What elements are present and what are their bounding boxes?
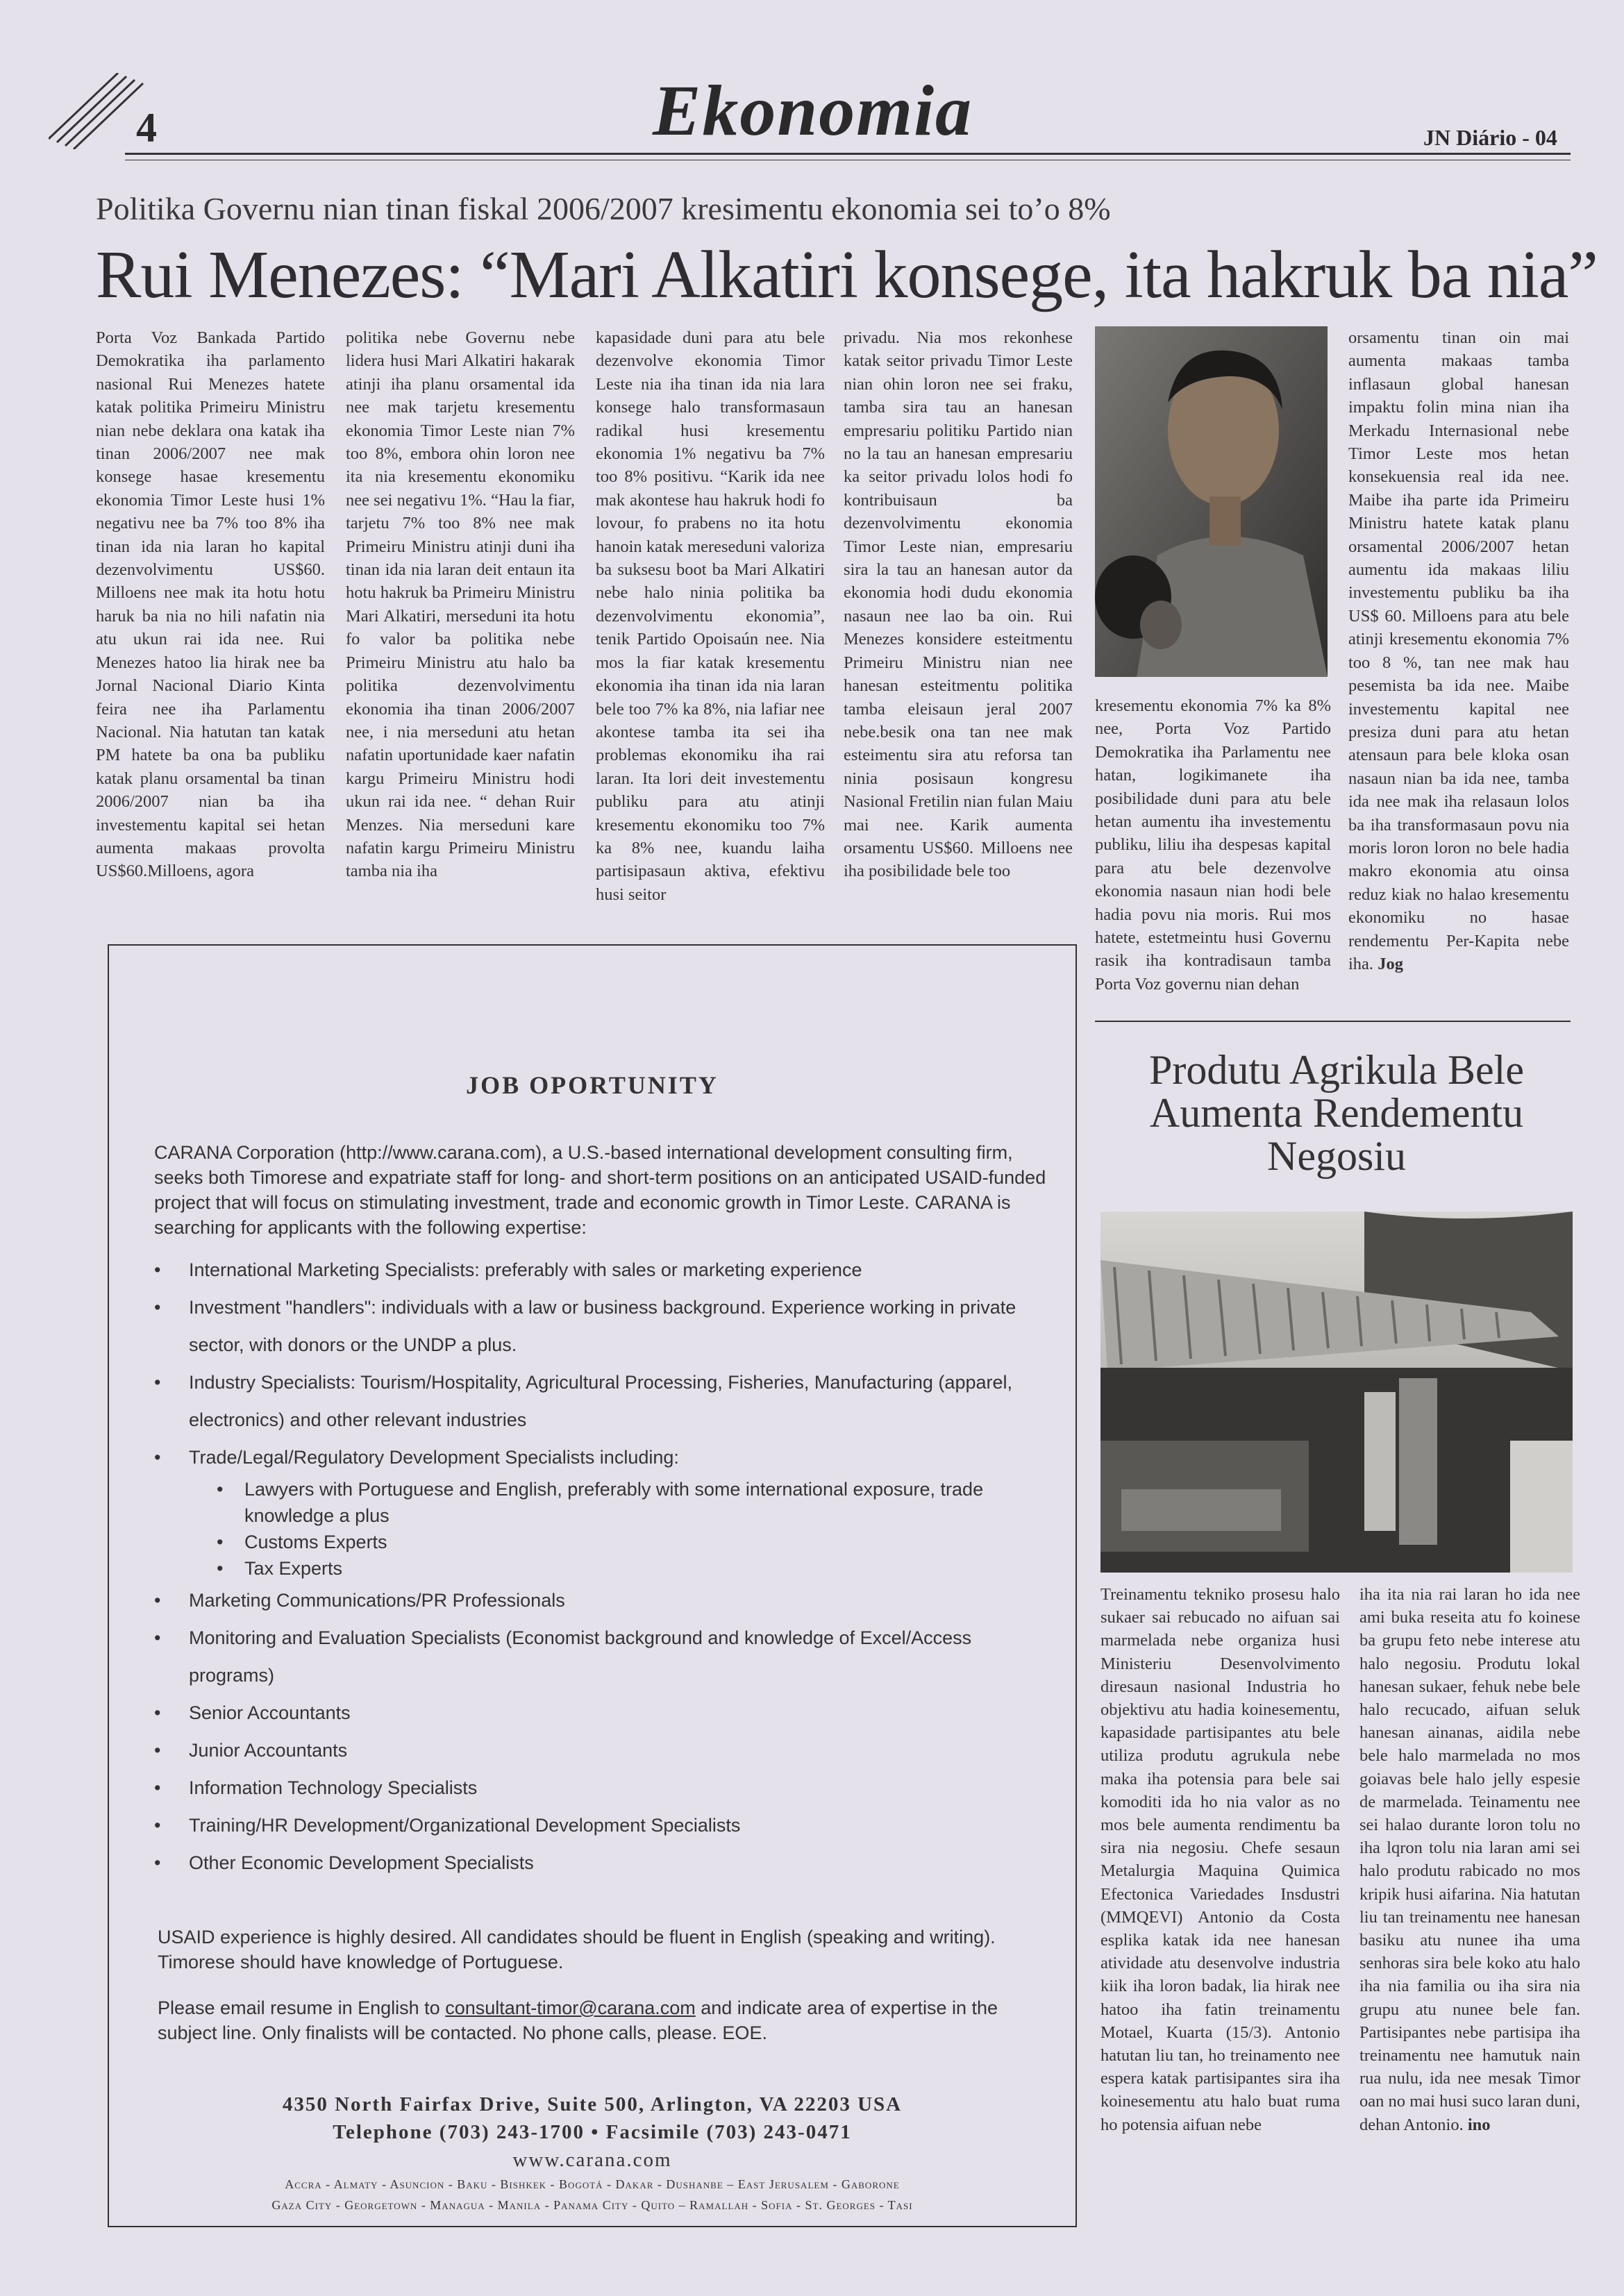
article-divider — [1095, 1021, 1571, 1022]
contact-website[interactable]: www.carana.com — [512, 2149, 672, 2171]
job-item: • Information Technology Specialists — [154, 1769, 1057, 1807]
office-cities-line-2: Gaza City - Georgetown - Managua - Manila - Panama City - Quito – Ramallah - Sofia - St. Georges - Tasi — [271, 2198, 913, 2212]
job-item: • Junior Accountants — [154, 1732, 1057, 1769]
article-column-6 — [1348, 326, 1569, 1021]
article-column-1: Porta Voz Bankada Partido Demokratika iha parlamento nasional Rui Menezes hatete katak politika Primeiru Ministru nian nebe deklara ona katak iha tinan 2006/2007 nee mak konsege hasae kresementu ekonomia Timor Leste husi 1% negativu nee ba 7% too 8% iha tinan ida nia laran ho kapital dezenvolvimentu US$60. Milloens nee mak ita hotu hotu haruk ba nia no hili nafatin nia atu ukun rai ida nee. Rui Menezes hatoo lia hirak nee ba Jornal Nacional Diario Kinta feira nee iha Parlamentu Nacional. Nia hatutan tan katak PM hatete ba ona ba publiku katak planu orsamental ba tinan 2006/2007 nian ba iha investementu kapital sei hetan aumenta makaas provolta US$60.Milloens, agora — [96, 328, 325, 881]
usaid-note: USAID experience is highly desired. All candidates should be fluent in English (speaking and writing). Timorese should have knowledge of Portuguese. — [158, 1927, 996, 1972]
article-column-6-text: orsamentu tinan oin mai aumenta makaas tamba inflasaun global hanesan impaktu folin mina nian iha Merkadu Internasional nebe Timor Leste mos hetan konsekuensia real ida nee. Maibe iha parte ida Primeiru Ministru hatete katak planu orsamental 2006/2007 hetan aumentu ida makaas liliu investementu publiku ba iha US$ 60. Milloens para atu bele atinji kresementu ekonomia 7% too 8 %, tan nee mak hau pesemista ba ida nee. Maibe investementu kapital nee presiza duni para atu hetan atensaun para bele kloka osan nasaun nian ba ida nee, tamba ida nee mak iha relasaun lolos ba iha transformasaun povu nia moris loron loron no bele hadia makro ekonomia atu oinsa reduz kiak no halao kresementu ekonomiku no hasae rendementu Per-Kapita nebe iha. — [1348, 328, 1569, 973]
job-heading: JOB OPORTUNITY — [466, 1071, 719, 1099]
email-prefix: Please email resume in English to — [158, 1997, 446, 2018]
job-intro: CARANA Corporation (http://www.carana.com), a U.S.-based international development consulting firm, seeks both Timorese and expatriate staff for long- and short-term positions on an anticipated USAID-funded project that will focus on stimulating investment, trade and economic growth in Timor Leste. CARANA is searching for applicants with the following expertise: — [154, 1142, 1046, 1238]
page-number: 4 — [136, 105, 157, 151]
job-item: • Investment "handlers": individuals with a law or business background. Experience working in private sector, with donors or the UNDP a plus. — [154, 1289, 1057, 1364]
article-column-4: privadu. Nia mos rekonhese katak seitor privadu Timor Leste nian ohin loron nee sei fraku, tamba sira tau an hanesan empresariu politiku Partido nian no la tau an hanesan empresariu ka seitor privadu lolos hodi fo kontribuisaun ba dezenvolvimentu ekonomia Timor Leste nian, empresariu sira la tau an hanesan autor da ekonomia hodi dudu ekonomia nasaun nee lao ba oin. Rui Menezes konsidere esteitmentu Primeiru Ministru nian nee hanesan esteitmentu politika tamba eleisaun jeral 2007 nebe.besik ona tan nee mak esteimentu sira atu reforsa tan ninia posisaun kongresu Nasional Fretilin nian fulan Maiu mai nee. Karik aumenta orsamentu US$60. Milloens nee iha posibilidade bele too — [844, 328, 1073, 881]
job-sub-list — [217, 1476, 1057, 1582]
job-item: • Monitoring and Evaluation Specialists (Economist background and knowledge of Excel/Access programs) — [154, 1619, 1057, 1694]
article-column-3: kapasidade duni para atu bele dezenvolve ekonomia Timor Leste nia iha tinan ida nia lara konsege halo transformasaun radikal husi kresementu ekonomia 1% negativu ba 7% too 8% positivu. “Karik ida nee mak akontese hau hakruk hodi fo lovour, fo prabens no ita hotu hanoin katak mereseduni valoriza ba suksesu boot ba Mari Alkatiri nebe halo ninia politika ba dezenvolvimentu ekonomia”, tenik Partido Opoisaún nee. Nia mos la fiar katak kresementu ekonomia iha tinan ida nia laran bele too 7% ka 8%, nia lafiar nee akontese tamba ita sei iha problemas ekonomiku iha rai laran. Ita lori deit investementu publiku para atu atinji kresementu ekonomiku too 7% ka 8% nee, kuandu laiha partisipasaun aktiva, efektivu husi seitor — [596, 328, 825, 904]
job-item: • Senior Accountants — [154, 1694, 1057, 1732]
job-sub-item: • Lawyers with Portuguese and English, preferably with some international exposure, trade knowledge a plus — [217, 1476, 1057, 1529]
masthead-rule — [125, 153, 1571, 155]
market-stall-photo — [1100, 1212, 1573, 1573]
job-item: • Training/HR Development/Organizational Development Specialists — [154, 1807, 1057, 1844]
email-link[interactable]: consultant-timor@carana.com — [445, 1997, 696, 2018]
article-column-5: kresementu ekonomia 7% ka 8% nee, Porta Voz Partido Demokratika iha Parlamentu nee hatan, logikimanete iha posibilidade duni para atu bele hetan aumentu iha investementu publiku, liliu iha despesas kapital para atu bele dezenvolve ekonomia nasaun nian hodi bele hadia povu nia moris. Rui mos hatete, estetmeintu husi Governu rasik iha kontradisaun tamba Porta Voz governu nian dehan — [1095, 696, 1331, 994]
job-sub-item: • Tax Experts — [217, 1555, 1057, 1582]
job-item: • Marketing Communications/PR Professionals — [154, 1582, 1057, 1619]
article2-column-1: Treinamentu tekniko prosesu halo sukaer sai rebucado no aifuan sai marmelada nebe organiza husi Ministeriu Desenvolvimento diresaun nasional Industria ho objektivu atu hadia koinesementu, kapasidade partisipantes atu bele utiliza produtu agrukula nebe maka iha potensia para bele sai komoditi ida ho nia valor as no mos bele aumenta rendimentu ba sira nia negosiu. Chefe sesaun Metalurgia Maquina Quimica Efectonica Variedades Insdustri (MMQEVI) Antonio da Costa esplika katak ida nee hanesan atividade atu desenvolve industria kiik iha loron badak, lia hirak nee hatoo iha fatin treinamentu Motael, Kuarta (15/3). Antonio hatutan liu tan, ho treinamento nee espera katak partisipantes sira iha koinesementu atu halo buat ruma ho potensia aifuan nebe — [1100, 1585, 1340, 2134]
article2-byline: ino — [1467, 2115, 1491, 2134]
article-kicker: Politika Governu nian tinan fiskal 2006/2007 kresimentu ekonomia sei to’o 8% — [96, 191, 1111, 226]
job-item — [154, 1439, 1057, 1582]
contact-phone: Telephone (703) 243-1700 • Facsimile (703) 243-0471 — [333, 2121, 852, 2143]
article2-column-2-text: iha ita nia rai laran ho ida nee ami buka reseita atu fo koinese ba grupu feto nebe interese atu halo negosiu. Produtu lokal hanesan sukaer, fehuk nebe bele halo recucado, aifuan seluk hanesan ainanas, aidila nebe bele halo marmelada no mos goiavas bele halo jelly espesie de marmelada. Teinamentu nee sei halao durante loron tolu no iha lqron tolu nia laran ami sei halo produtu rabicado no mos kripik husi aifarina. Nia hatutan liu tan treinamentu nee hanesan basiku atu nunee iha uma senhoras sira bele koko atu halo iha nia familia ou iha sira nia grupu atu nunee bele fan. Partisipantes nebe partisipa iha treinamentu nee hamutuk nain rua nulu, ida nee mesak Timor oan no mai husi suco laran duni, dehan Antonio. — [1359, 1585, 1580, 2134]
job-item: • International Marketing Specialists: preferably with sales or marketing experience — [154, 1251, 1057, 1289]
job-advertisement — [108, 944, 1077, 2227]
issue-label: JN Diário - 04 — [1423, 125, 1557, 150]
portrait-photo — [1095, 326, 1328, 677]
office-cities-line-1: Accra - Almaty - Asuncion - Baku - Bishkek - Bogotá - Dakar - Dushanbe – East Jerusalem - Gaborone — [285, 2177, 900, 2191]
article2-title: Produtu Agrikula Bele Aumenta Rendementu Negosiu — [1149, 1047, 1524, 1179]
article-headline: Rui Menezes: “Mari Alkatiri konsege, ita hakruk ba nia” — [96, 237, 1598, 312]
article2-column-2 — [1359, 1583, 1580, 2243]
job-item-text: Trade/Legal/Regulatory Development Specialists including: — [189, 1447, 679, 1468]
contact-address: 4350 North Fairfax Drive, Suite 500, Arlington, VA 22203 USA — [282, 2093, 903, 2115]
job-item: • Other Economic Development Specialists — [154, 1844, 1057, 1882]
email-instructions — [158, 1995, 1053, 2045]
section-title: Ekonomia — [653, 71, 973, 151]
article-column-2: politika nebe Governu nebe lidera husi Mari Alkatiri hakarak atinji iha planu orsamental ida nee mak tarjetu kresementu ekonomia Timor Leste nian 7% too 8%, embora ohin loron nee ita nia kresementu ekonomiku nee sei negativu 1%. “Hau la fiar, tarjetu 7% too 8% nee mak Primeiru Ministru atinji duni iha tinan ida nia laran deit entaun ita hotu hakruk ba Primeiru Ministru Mari Alkatiri, merseduni ita hotu fo valor ba politika nebe Primeiru Ministru atu halo ba politika dezenvolvimentu ekonomia iha tinan 2006/2007 nee, i nia merseduni atu hetan nafatin uportunidade kaer nafatin kargu Primeiru Ministru hodi ukun rai ida nee. “ dehan Ruir Menzes. Nia merseduni kare nafatin kargu Primeiru Ministru tamba nia iha — [346, 328, 575, 881]
job-list — [154, 1251, 1057, 1882]
job-item: • Industry Specialists: Tourism/Hospitality, Agricultural Processing, Fisheries, Manufacturing (apparel, electronics) and other relevant industries — [154, 1364, 1057, 1439]
email-suffix: and indicate area of expertise in the subject line. Only finalists will be contacted. No phone calls, please. EOE. — [158, 1997, 998, 2043]
job-sub-item: • Customs Experts — [217, 1529, 1057, 1555]
article-byline: Jog — [1378, 954, 1403, 973]
